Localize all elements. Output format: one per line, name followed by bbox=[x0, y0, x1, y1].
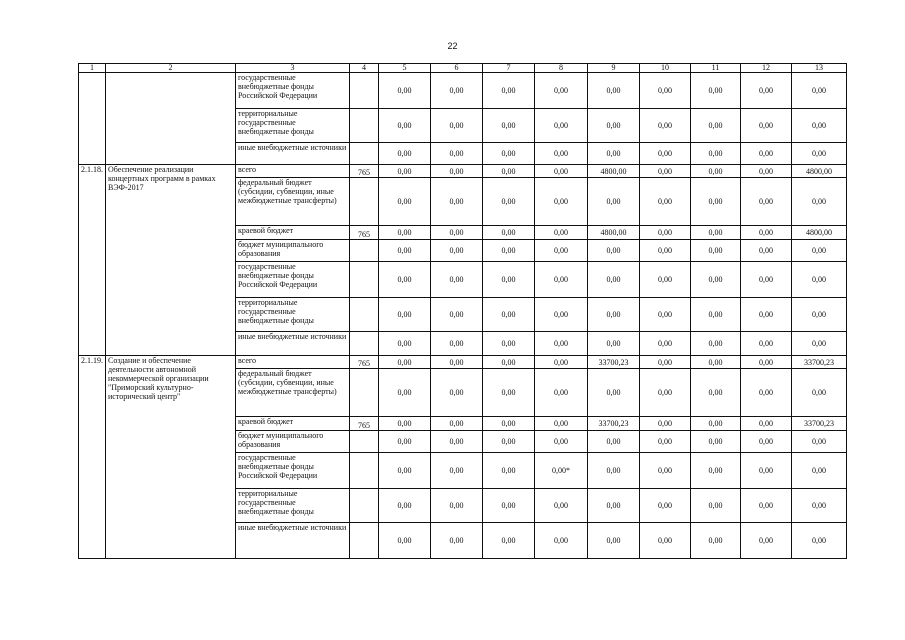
amount-cell: 33700,23 bbox=[588, 417, 640, 431]
amount-cell: 0,00 bbox=[640, 109, 691, 143]
amount-cell: 0,00 bbox=[483, 298, 535, 332]
amount-cell: 0,00 bbox=[379, 489, 431, 523]
amount-cell: 0,00 bbox=[792, 453, 847, 489]
amount-cell: 0,00 bbox=[431, 298, 483, 332]
amount-cell: 0,00 bbox=[379, 417, 431, 431]
amount-cell: 0,00 bbox=[792, 262, 847, 298]
amount-cell: 0,00 bbox=[640, 431, 691, 453]
amount-cell: 0,00 bbox=[535, 369, 588, 417]
amount-cell: 0,00 bbox=[379, 523, 431, 559]
amount-cell: 0,00 bbox=[691, 332, 741, 356]
funding-source: иные внебюджетные источники bbox=[236, 523, 350, 559]
amount-cell: 0,00 bbox=[588, 332, 640, 356]
amount-cell: 0,00 bbox=[431, 178, 483, 226]
amount-cell: 0,00 bbox=[792, 523, 847, 559]
budget-code bbox=[350, 523, 379, 559]
funding-source: федеральный бюджет (субсидии, субвенции, иные межбюджетные трансферты) bbox=[236, 178, 350, 226]
amount-cell: 0,00 bbox=[588, 523, 640, 559]
header-cell: 12 bbox=[741, 64, 792, 73]
funding-source: краевой бюджет bbox=[236, 226, 350, 240]
header-cell: 10 bbox=[640, 64, 691, 73]
section-index: 2.1.18. bbox=[79, 165, 106, 356]
amount-cell: 0,00 bbox=[792, 431, 847, 453]
header-cell: 7 bbox=[483, 64, 535, 73]
amount-cell: 0,00 bbox=[741, 165, 792, 178]
amount-cell: 0,00 bbox=[379, 226, 431, 240]
budget-code: 765 bbox=[350, 356, 379, 369]
amount-cell: 0,00 bbox=[431, 165, 483, 178]
amount-cell: 0,00 bbox=[379, 109, 431, 143]
amount-cell: 0,00 bbox=[741, 109, 792, 143]
amount-cell: 0,00 bbox=[483, 262, 535, 298]
funding-source: государственные внебюджетные фонды Российской Федерации bbox=[236, 262, 350, 298]
amount-cell: 0,00 bbox=[588, 143, 640, 165]
amount-cell: 0,00 bbox=[640, 523, 691, 559]
amount-cell: 0,00 bbox=[483, 240, 535, 262]
amount-cell: 0,00 bbox=[691, 143, 741, 165]
amount-cell: 0,00 bbox=[741, 178, 792, 226]
amount-cell: 0,00 bbox=[691, 369, 741, 417]
amount-cell: 0,00 bbox=[741, 489, 792, 523]
header-cell: 5 bbox=[379, 64, 431, 73]
amount-cell: 0,00 bbox=[691, 356, 741, 369]
funding-source: всего bbox=[236, 356, 350, 369]
amount-cell: 0,00 bbox=[741, 523, 792, 559]
header-row bbox=[79, 64, 847, 73]
amount-cell: 0,00 bbox=[588, 298, 640, 332]
funding-source: федеральный бюджет (субсидии, субвенции, иные межбюджетные трансферты) bbox=[236, 369, 350, 417]
budget-code bbox=[350, 431, 379, 453]
funding-source: краевой бюджет bbox=[236, 417, 350, 431]
amount-cell: 0,00 bbox=[640, 332, 691, 356]
amount-cell: 0,00 bbox=[640, 73, 691, 109]
budget-code bbox=[350, 240, 379, 262]
amount-cell: 0,00 bbox=[431, 143, 483, 165]
budget-code bbox=[350, 453, 379, 489]
budget-code bbox=[350, 178, 379, 226]
amount-cell: 0,00 bbox=[792, 178, 847, 226]
amount-cell: 33700,23 bbox=[792, 417, 847, 431]
amount-cell: 0,00 bbox=[588, 178, 640, 226]
amount-cell: 0,00 bbox=[379, 453, 431, 489]
header-cell: 1 bbox=[79, 64, 106, 73]
amount-cell: 0,00 bbox=[691, 109, 741, 143]
amount-cell: 0,00 bbox=[483, 178, 535, 226]
amount-cell: 0,00 bbox=[431, 489, 483, 523]
funding-source: иные внебюджетные источники bbox=[236, 332, 350, 356]
amount-cell: 0,00 bbox=[431, 369, 483, 417]
amount-cell: 0,00 bbox=[379, 332, 431, 356]
amount-cell: 0,00 bbox=[483, 73, 535, 109]
amount-cell: 0,00 bbox=[640, 240, 691, 262]
header-cell: 11 bbox=[691, 64, 741, 73]
amount-cell: 0,00 bbox=[379, 356, 431, 369]
amount-cell: 0,00 bbox=[588, 109, 640, 143]
amount-cell: 0,00 bbox=[691, 523, 741, 559]
budget-code: 765 bbox=[350, 165, 379, 178]
amount-cell: 0,00 bbox=[691, 226, 741, 240]
amount-cell: 0,00 bbox=[691, 431, 741, 453]
amount-cell: 0,00 bbox=[792, 369, 847, 417]
amount-cell: 0,00 bbox=[640, 369, 691, 417]
amount-cell: 0,00 bbox=[640, 165, 691, 178]
amount-cell: 0,00 bbox=[379, 369, 431, 417]
amount-cell: 0,00 bbox=[483, 417, 535, 431]
amount-cell: 0,00 bbox=[483, 489, 535, 523]
amount-cell: 0,00 bbox=[588, 453, 640, 489]
amount-cell: 0,00 bbox=[431, 523, 483, 559]
amount-cell: 0,00 bbox=[691, 178, 741, 226]
amount-cell: 0,00 bbox=[431, 109, 483, 143]
amount-cell: 0,00 bbox=[431, 356, 483, 369]
funding-source: территориальные государственные внебюджетные фонды bbox=[236, 489, 350, 523]
budget-code bbox=[350, 143, 379, 165]
amount-cell: 33700,23 bbox=[588, 356, 640, 369]
funding-source: бюджет муниципального образования bbox=[236, 431, 350, 453]
amount-cell: 0,00 bbox=[588, 262, 640, 298]
amount-cell: 0,00 bbox=[640, 178, 691, 226]
budget-code: 765 bbox=[350, 226, 379, 240]
budget-table bbox=[78, 63, 847, 559]
amount-cell: 0,00 bbox=[483, 431, 535, 453]
amount-cell: 0,00 bbox=[535, 332, 588, 356]
amount-cell: 0,00 bbox=[741, 356, 792, 369]
page-number: 22 bbox=[447, 41, 458, 51]
header-cell: 8 bbox=[535, 64, 588, 73]
amount-cell: 0,00 bbox=[640, 298, 691, 332]
amount-cell: 0,00 bbox=[640, 453, 691, 489]
amount-cell: 0,00 bbox=[741, 73, 792, 109]
table-row bbox=[79, 73, 847, 109]
amount-cell: 0,00 bbox=[535, 73, 588, 109]
budget-code: 765 bbox=[350, 417, 379, 431]
amount-cell: 0,00 bbox=[792, 73, 847, 109]
amount-cell: 0,00 bbox=[792, 143, 847, 165]
amount-cell: 0,00 bbox=[640, 226, 691, 240]
header-cell: 9 bbox=[588, 64, 640, 73]
amount-cell: 0,00 bbox=[691, 165, 741, 178]
amount-cell: 0,00 bbox=[588, 369, 640, 417]
amount-cell: 0,00 bbox=[535, 178, 588, 226]
amount-cell: 0,00 bbox=[379, 178, 431, 226]
amount-cell: 0,00 bbox=[535, 109, 588, 143]
amount-cell: 0,00 bbox=[640, 356, 691, 369]
budget-code bbox=[350, 369, 379, 417]
amount-cell: 0,00 bbox=[379, 431, 431, 453]
amount-cell: 0,00 bbox=[379, 298, 431, 332]
amount-cell: 0,00 bbox=[483, 109, 535, 143]
amount-cell: 0,00 bbox=[431, 431, 483, 453]
budget-code bbox=[350, 73, 379, 109]
funding-source: всего bbox=[236, 165, 350, 178]
amount-cell: 4800,00 bbox=[792, 165, 847, 178]
amount-cell: 0,00 bbox=[588, 73, 640, 109]
amount-cell: 0,00 bbox=[792, 240, 847, 262]
amount-cell: 0,00 bbox=[741, 332, 792, 356]
amount-cell: 0,00 bbox=[691, 262, 741, 298]
header-cell: 3 bbox=[236, 64, 350, 73]
amount-cell: 0,00 bbox=[431, 332, 483, 356]
amount-cell: 0,00 bbox=[535, 431, 588, 453]
amount-cell: 0,00 bbox=[379, 240, 431, 262]
amount-cell: 0,00 bbox=[535, 240, 588, 262]
budget-code bbox=[350, 332, 379, 356]
budget-code bbox=[350, 109, 379, 143]
section-name bbox=[106, 73, 236, 165]
amount-cell: 0,00 bbox=[741, 143, 792, 165]
budget-code bbox=[350, 489, 379, 523]
amount-cell: 0,00 bbox=[535, 165, 588, 178]
budget-code bbox=[350, 262, 379, 298]
amount-cell: 0,00 bbox=[535, 298, 588, 332]
amount-cell: 0,00 bbox=[691, 240, 741, 262]
amount-cell: 33700,23 bbox=[792, 356, 847, 369]
header-cell: 2 bbox=[106, 64, 236, 73]
amount-cell: 0,00 bbox=[792, 332, 847, 356]
amount-cell: 0,00 bbox=[741, 431, 792, 453]
amount-cell: 0,00* bbox=[535, 453, 588, 489]
amount-cell: 0,00 bbox=[535, 226, 588, 240]
amount-cell: 0,00 bbox=[535, 143, 588, 165]
amount-cell: 0,00 bbox=[588, 489, 640, 523]
amount-cell: 0,00 bbox=[535, 262, 588, 298]
amount-cell: 0,00 bbox=[431, 453, 483, 489]
amount-cell: 0,00 bbox=[535, 356, 588, 369]
amount-cell: 0,00 bbox=[691, 298, 741, 332]
amount-cell: 0,00 bbox=[640, 262, 691, 298]
funding-source: государственные внебюджетные фонды Российской Федерации bbox=[236, 453, 350, 489]
amount-cell: 0,00 bbox=[741, 417, 792, 431]
amount-cell: 0,00 bbox=[483, 369, 535, 417]
funding-source: государственные внебюджетные фонды Российской Федерации bbox=[236, 73, 350, 109]
section-index bbox=[79, 73, 106, 165]
amount-cell: 0,00 bbox=[640, 143, 691, 165]
funding-source: территориальные государственные внебюджетные фонды bbox=[236, 298, 350, 332]
budget-code bbox=[350, 298, 379, 332]
amount-cell: 4800,00 bbox=[588, 226, 640, 240]
amount-cell: 0,00 bbox=[431, 262, 483, 298]
amount-cell: 0,00 bbox=[431, 240, 483, 262]
amount-cell: 0,00 bbox=[535, 523, 588, 559]
amount-cell: 0,00 bbox=[379, 73, 431, 109]
amount-cell: 0,00 bbox=[379, 262, 431, 298]
amount-cell: 0,00 bbox=[741, 240, 792, 262]
amount-cell: 0,00 bbox=[431, 226, 483, 240]
amount-cell: 0,00 bbox=[431, 417, 483, 431]
amount-cell: 0,00 bbox=[741, 453, 792, 489]
table-row bbox=[79, 356, 847, 369]
amount-cell: 0,00 bbox=[741, 262, 792, 298]
amount-cell: 0,00 bbox=[640, 417, 691, 431]
amount-cell: 4800,00 bbox=[792, 226, 847, 240]
header-cell: 4 bbox=[350, 64, 379, 73]
amount-cell: 0,00 bbox=[792, 489, 847, 523]
section-name: Создание и обеспечение деятельности автономной некоммерческой организации "Приморский культурно-исторический центр" bbox=[106, 356, 236, 559]
header-cell: 13 bbox=[792, 64, 847, 73]
amount-cell: 0,00 bbox=[483, 332, 535, 356]
amount-cell: 0,00 bbox=[535, 417, 588, 431]
funding-source: иные внебюджетные источники bbox=[236, 143, 350, 165]
amount-cell: 0,00 bbox=[741, 298, 792, 332]
table-body bbox=[79, 73, 847, 559]
amount-cell: 0,00 bbox=[535, 489, 588, 523]
amount-cell: 0,00 bbox=[483, 143, 535, 165]
section-name: Обеспечение реализации концертных программ в рамках ВЭФ-2017 bbox=[106, 165, 236, 356]
amount-cell: 0,00 bbox=[379, 165, 431, 178]
amount-cell: 0,00 bbox=[483, 226, 535, 240]
amount-cell: 0,00 bbox=[741, 369, 792, 417]
amount-cell: 0,00 bbox=[379, 143, 431, 165]
section-index: 2.1.19. bbox=[79, 356, 106, 559]
amount-cell: 0,00 bbox=[792, 298, 847, 332]
amount-cell: 0,00 bbox=[691, 417, 741, 431]
amount-cell: 4800,00 bbox=[588, 165, 640, 178]
header-cell: 6 bbox=[431, 64, 483, 73]
funding-source: территориальные государственные внебюджетные фонды bbox=[236, 109, 350, 143]
amount-cell: 0,00 bbox=[640, 489, 691, 523]
amount-cell: 0,00 bbox=[691, 489, 741, 523]
amount-cell: 0,00 bbox=[588, 431, 640, 453]
amount-cell: 0,00 bbox=[741, 226, 792, 240]
amount-cell: 0,00 bbox=[483, 165, 535, 178]
amount-cell: 0,00 bbox=[691, 453, 741, 489]
funding-source: бюджет муниципального образования bbox=[236, 240, 350, 262]
table-row bbox=[79, 165, 847, 178]
amount-cell: 0,00 bbox=[431, 73, 483, 109]
amount-cell: 0,00 bbox=[483, 453, 535, 489]
amount-cell: 0,00 bbox=[483, 523, 535, 559]
amount-cell: 0,00 bbox=[588, 240, 640, 262]
amount-cell: 0,00 bbox=[792, 109, 847, 143]
amount-cell: 0,00 bbox=[483, 356, 535, 369]
amount-cell: 0,00 bbox=[691, 73, 741, 109]
